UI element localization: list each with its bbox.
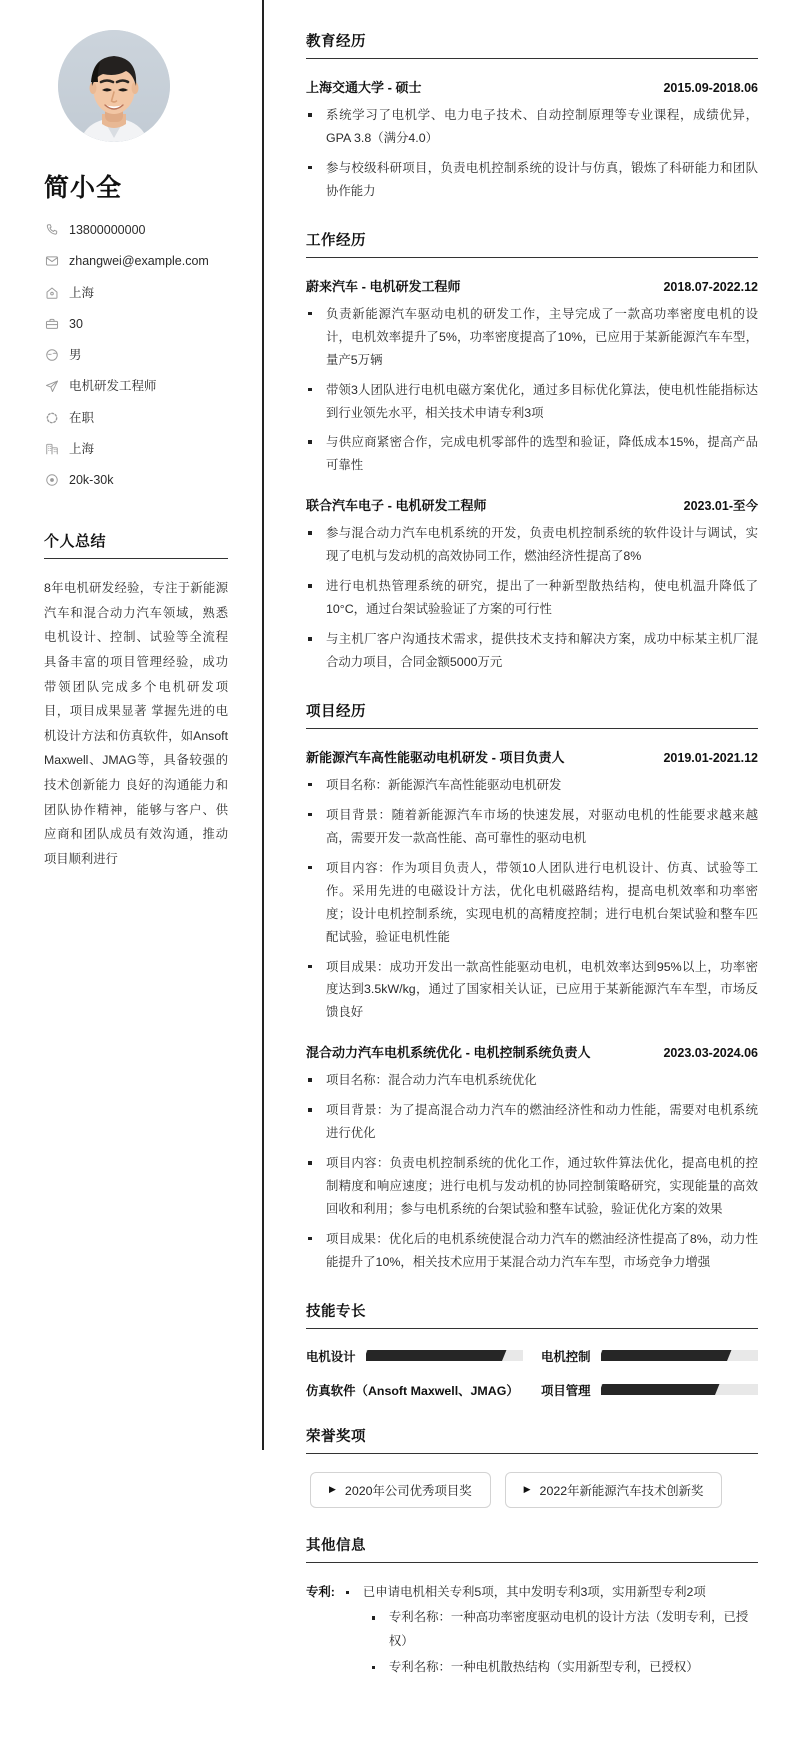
- section-title-work: 工作经历: [306, 229, 758, 258]
- award-label: 2022年新能源汽车技术创新奖: [539, 1483, 704, 1498]
- skill-row-2: [306, 1381, 523, 1399]
- status-circle-icon: [44, 410, 59, 425]
- work-entry: [306, 495, 758, 674]
- info-item-workplace: [44, 441, 228, 457]
- info-value-phone: 13800000000: [69, 223, 146, 237]
- section-projects: [306, 700, 758, 1274]
- bullet-item: 项目背景：为了提高混合动力汽车的燃油经济性和动力性能，需要对电机系统进行优化: [306, 1099, 758, 1145]
- entry-head: [306, 747, 758, 766]
- bullet-item: 参与混合动力汽车电机系统的开发，负责电机控制系统的软件设计与调试，实现了电机与发动机的高效协同工作，燃油经济性提高了8%: [306, 522, 758, 568]
- entry-date: 2023.01-至今: [683, 499, 758, 514]
- info-value-email: zhangwei@example.com: [69, 254, 209, 269]
- entry-title: 上海交通大学 - 硕士: [306, 80, 422, 95]
- bullet-list: [306, 303, 758, 478]
- info-value-gender: 男: [69, 348, 82, 362]
- bullet-item: 负责新能源汽车驱动电机的研发工作，主导完成了一款高功率密度电机的设计，电机效率提升了5%，功率密度提高了10%，已应用于某新能源汽车车型，量产5万辆: [306, 303, 758, 372]
- coin-icon: [44, 473, 59, 488]
- patents-list: [343, 1581, 758, 1681]
- entry-head: [306, 77, 758, 96]
- caret-right-icon: ▶: [523, 1484, 531, 1495]
- info-value-workplace: 上海: [69, 441, 95, 456]
- info-item-phone: [44, 222, 228, 238]
- skill-label: 项目管理: [541, 1383, 591, 1398]
- bullet-item: 项目内容：作为项目负责人，带领10人团队进行电机设计、仿真、试验等工作。采用先进的电磁设计方法，优化电机磁路结构，提高电机效率和功率密度；设计电机控制系统，实现电机的高精度控制；进行电机台架试验和整车匹配试验，验证电机性能: [306, 857, 758, 949]
- info-item-gender: [44, 347, 228, 363]
- entry-date: 2015.09-2018.06: [663, 81, 758, 95]
- section-work: [306, 229, 758, 674]
- bullet-item: 项目名称：混合动力汽车电机系统优化: [306, 1069, 758, 1092]
- bullet-item: 项目成果：优化后的电机系统使混合动力汽车的燃油经济性提高了8%，动力性能提升了10%，相关技术应用于某混合动力汽车车型，市场竞争力增强: [306, 1228, 758, 1274]
- skill-label: 仿真软件（Ansoft Maxwell、JMAG）: [306, 1383, 519, 1398]
- work-entry: [306, 276, 758, 478]
- contact-info-list: [44, 222, 228, 488]
- bullet-item: 项目背景：随着新能源汽车市场的快速发展，对驱动电机的性能要求越来越高，需要开发一款高性能、高可靠性的驱动电机: [306, 804, 758, 850]
- entry-head: [306, 495, 758, 514]
- home-icon: [44, 285, 59, 300]
- envelope-icon: [44, 254, 59, 269]
- skill-progress-fill: [366, 1350, 506, 1361]
- entry-date: 2019.01-2021.12: [663, 750, 758, 765]
- section-title-skills: 技能专长: [306, 1300, 758, 1329]
- main-content: [264, 0, 794, 1741]
- sidebar: [0, 0, 264, 1450]
- bullet-list: [306, 522, 758, 674]
- section-education: [306, 30, 758, 203]
- skill-progress-bar: [601, 1384, 758, 1395]
- bullet-item: 带领3人团队进行电机电磁方案优化，通过多目标优化算法，使电机性能指标达到行业领先水平，相关技术申请专利3项: [306, 379, 758, 425]
- info-value-status: 在职: [69, 410, 95, 425]
- bullet-list: [306, 104, 758, 203]
- skill-label: 电机设计: [306, 1349, 356, 1364]
- bullet-item: 进行电机热管理系统的研究，提出了一种新型散热结构，使电机温升降低了10°C，通过台架试验验证了方案的可行性: [306, 575, 758, 621]
- bullet-item: 系统学习了电机学、电力电子技术、自动控制原理等专业课程，成绩优异，GPA 3.8（满分4.0）: [306, 104, 758, 150]
- entry-title: 混合动力汽车电机系统优化 - 电机控制系统负责人: [306, 1045, 591, 1061]
- patent-item: 专利名称：一种高功率密度驱动电机的设计方法（发明专利，已授权）: [343, 1606, 758, 1653]
- summary-text: 8年电机研发经验，专注于新能源汽车和混合动力汽车领域，熟悉电机设计、控制、试验等全流程 具备丰富的项目管理经验，成功带领团队完成多个电机研发项目，项目成果显著 掌握先进的电机设计方法和仿真软件，如Ansoft Maxwell、JMAG等，具备较强的技术创新能力 良好的沟通能力和团队协作精神，能够与客户、供应商和团队成员有效沟通，推动项目顺利进行: [44, 581, 228, 866]
- entry-date: 2023.03-2024.06: [663, 1046, 758, 1061]
- entry-title: 联合汽车电子 - 电机研发工程师: [306, 498, 487, 514]
- section-awards: [306, 1425, 758, 1508]
- info-value-age: 30: [69, 316, 83, 331]
- info-item-salary: [44, 472, 228, 488]
- section-title-summary: 个人总结: [44, 530, 228, 559]
- bullet-item: 项目内容：负责电机控制系统的优化工作，通过软件算法优化，提高电机的控制精度和响应速度；进行电机与发动机的协同控制策略研究，实现能量的高效回收和利用；参与电机系统的台架试验和整车试验，验证优化方案的效果: [306, 1152, 758, 1221]
- caret-right-icon: ▶: [329, 1484, 336, 1495]
- award-label: 2020年公司优秀项目奖: [344, 1483, 472, 1498]
- briefcase-icon: [44, 316, 59, 331]
- entry-title: 新能源汽车高性能驱动电机研发 - 项目负责人: [306, 749, 565, 765]
- section-title-projects: 项目经历: [306, 700, 758, 729]
- person-name: 简小全: [44, 174, 123, 202]
- info-value-salary: 20k-30k: [69, 473, 114, 487]
- patent-item: 专利名称：一种电机散热结构（实用新型专利，已授权）: [343, 1656, 758, 1680]
- bullet-item: 项目成果：成功开发出一款高性能驱动电机，电机效率达到95%以上，功率密度达到3.5kW/kg，通过了国家相关认证，已应用于某新能源汽车车型，市场反馈良好: [306, 956, 758, 1025]
- info-item-email: [44, 253, 228, 269]
- bullet-item: 参与校级科研项目，负责电机控制系统的设计与仿真，锻炼了科研能力和团队协作能力: [306, 157, 758, 203]
- portrait-photo-icon: [58, 30, 170, 142]
- entry-head: [306, 1042, 758, 1061]
- info-item-job-title: [44, 378, 228, 394]
- section-skills: [306, 1300, 758, 1399]
- awards-row: [306, 1472, 758, 1508]
- bullet-list: [306, 774, 758, 1024]
- skill-row-1: [541, 1347, 758, 1365]
- patents-label: 专利:: [306, 1584, 335, 1599]
- bullet-item: 项目名称：新能源汽车高性能驱动电机研发: [306, 774, 758, 797]
- skills-grid: [306, 1347, 758, 1399]
- project-entry: [306, 747, 758, 1024]
- info-value-location: 上海: [69, 285, 95, 300]
- skill-row-3: [541, 1381, 758, 1399]
- skill-progress-fill: [601, 1350, 732, 1361]
- bullet-list: [306, 1069, 758, 1274]
- entry-title: 蔚来汽车 - 电机研发工程师: [306, 278, 461, 294]
- avatar: [58, 30, 170, 142]
- skill-progress-bar: [601, 1350, 758, 1361]
- gender-icon: [44, 348, 59, 363]
- section-title-awards: 荣誉奖项: [306, 1425, 758, 1454]
- entry-date: 2018.07-2022.12: [663, 279, 758, 294]
- patent-item: 已申请电机相关专利5项，其中发明专利3项，实用新型专利2项: [343, 1581, 758, 1605]
- bullet-item: 与主机厂客户沟通技术需求，提供技术支持和解决方案，成功中标某主机厂混合动力项目，合同金额5000万元: [306, 628, 758, 674]
- section-other-info: [306, 1534, 758, 1681]
- info-item-age: [44, 316, 228, 332]
- paper-plane-icon: [44, 379, 59, 394]
- bullet-item: 与供应商紧密合作，完成电机零部件的选型和验证，降低成本15%，提高产品可靠性: [306, 431, 758, 477]
- award-chip[interactable]: [505, 1472, 723, 1508]
- skill-row-0: [306, 1347, 523, 1365]
- entry-head: [306, 276, 758, 295]
- skill-progress-fill: [601, 1384, 719, 1395]
- patents-block: [306, 1581, 758, 1681]
- phone-icon: [44, 223, 59, 238]
- skill-label: 电机控制: [541, 1349, 591, 1364]
- skill-progress-bar: [366, 1350, 523, 1361]
- building-icon: [44, 441, 59, 456]
- education-entry: [306, 77, 758, 203]
- info-value-job-title: 电机研发工程师: [69, 379, 157, 394]
- award-chip[interactable]: [310, 1472, 491, 1508]
- project-entry: [306, 1042, 758, 1274]
- info-item-status: [44, 410, 228, 426]
- info-item-location: [44, 285, 228, 301]
- section-title-education: 教育经历: [306, 30, 758, 59]
- section-title-other-info: 其他信息: [306, 1534, 758, 1563]
